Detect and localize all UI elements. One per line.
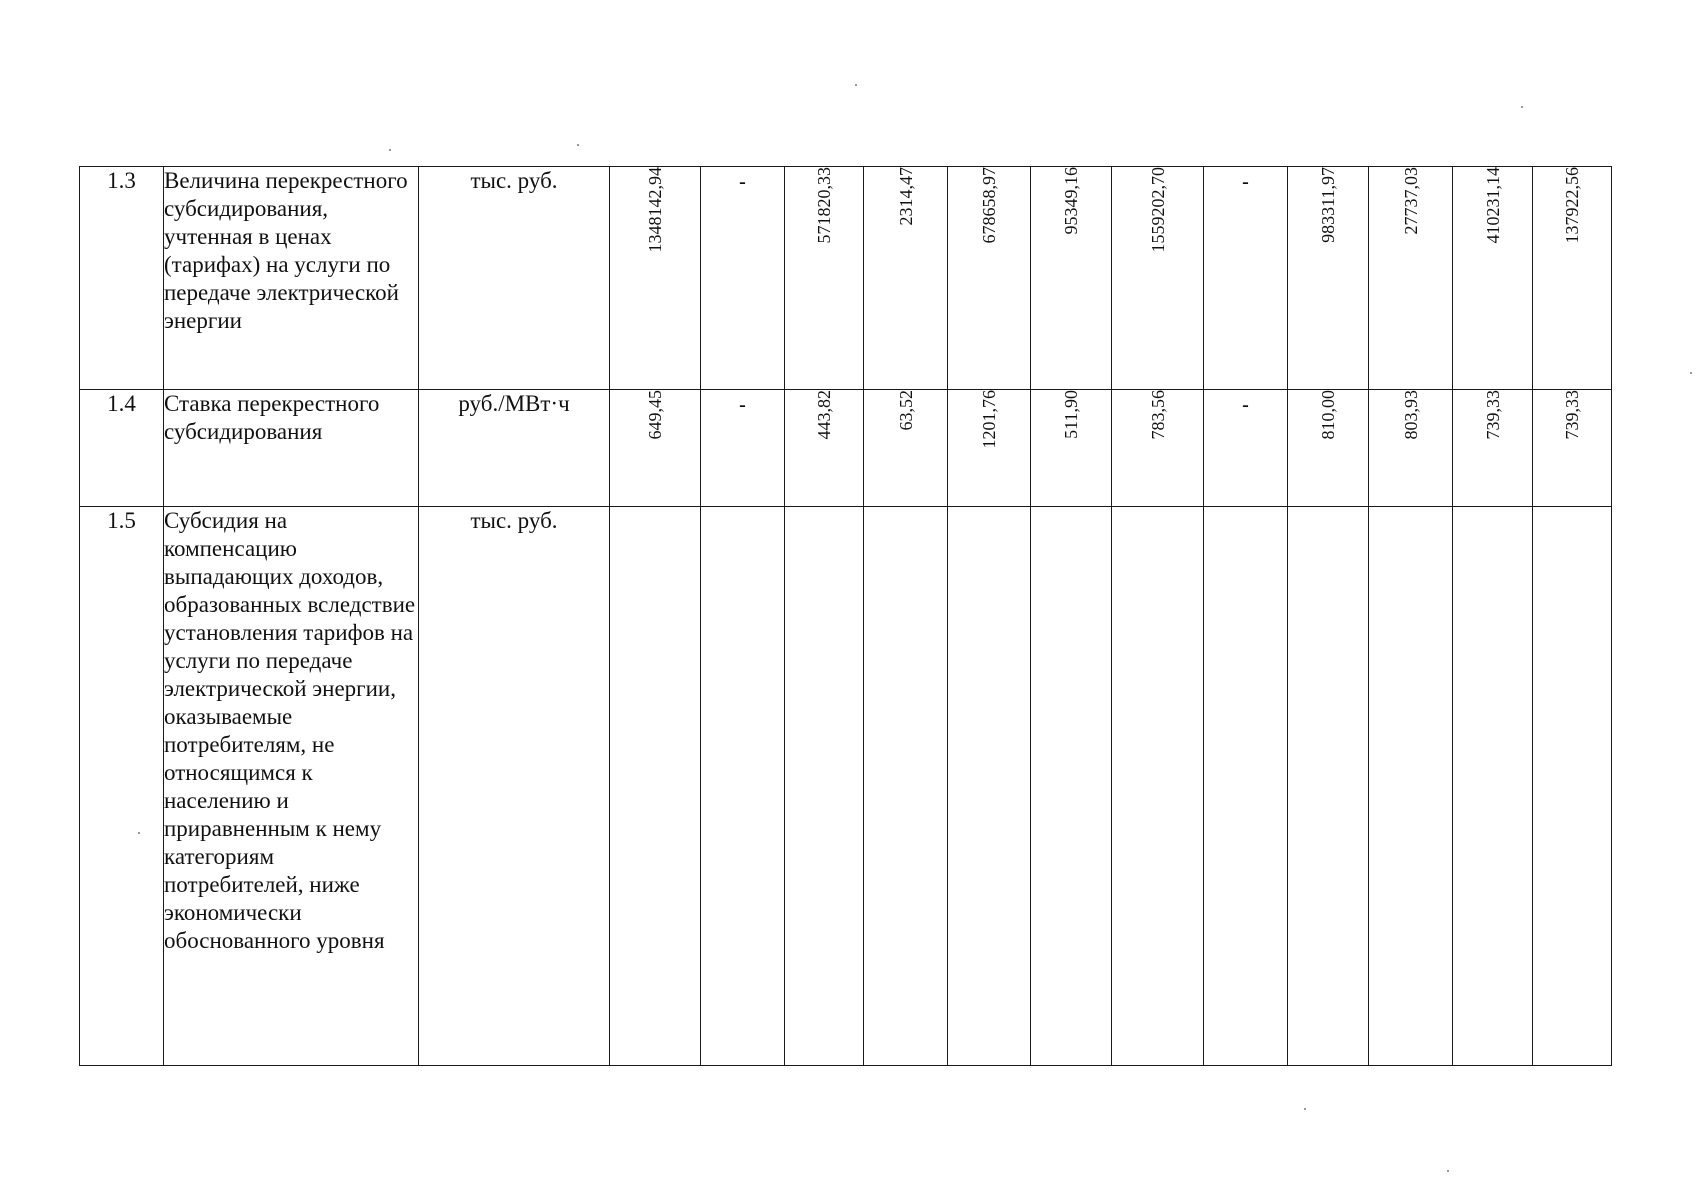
value-text: 27737,03: [1400, 167, 1421, 235]
empty-dash: -: [1242, 394, 1249, 416]
value-cell: [1453, 390, 1533, 507]
scan-speck: [855, 84, 857, 86]
value-cell: [610, 167, 701, 390]
value-cell: [1288, 507, 1369, 1066]
value-cell: [948, 167, 1031, 390]
value-cell: [864, 390, 948, 507]
value-text: 739,33: [1482, 390, 1503, 440]
value-cell: [864, 167, 948, 390]
value-text: 983311,97: [1318, 167, 1338, 243]
value-text: 63,52: [895, 390, 916, 431]
value-cell: [1031, 167, 1112, 390]
table-row: [80, 507, 1612, 1066]
scan-speck: [1447, 1170, 1449, 1172]
scan-speck: [1690, 372, 1692, 374]
row-number: 1.5: [80, 507, 164, 1066]
value-text: 443,82: [814, 390, 834, 440]
tariff-table: [79, 166, 1612, 1066]
indicator-name: Субсидия на компенсацию выпадающих доходов, образованных вследствие установления тарифов на услуги по передаче электрической энергии, оказываемые потребителям, не относящимся к населению и приравненным к нему категориям потребителей, ниже экономически обоснованного уровня: [164, 507, 419, 1066]
value-text: 678658,97: [979, 167, 999, 244]
empty-dash: -: [739, 394, 746, 416]
value-cell: [1204, 167, 1288, 390]
value-cell: [785, 507, 864, 1066]
value-text: 649,45: [645, 390, 665, 440]
value-text: 1201,76: [979, 390, 999, 449]
empty-dash: -: [739, 171, 746, 193]
value-cell: [1453, 507, 1533, 1066]
value-text: 571820,33: [814, 167, 834, 244]
table-row: [80, 390, 1612, 507]
value-cell: [1031, 507, 1112, 1066]
value-cell: [1369, 390, 1453, 507]
value-text: 783,56: [1147, 390, 1168, 440]
scan-speck: [1521, 106, 1523, 108]
value-text: 95349,16: [1061, 167, 1081, 235]
value-text: 803,93: [1400, 390, 1421, 440]
value-cell: [1533, 390, 1612, 507]
value-text: 810,00: [1318, 390, 1338, 440]
value-text: 410231,14: [1482, 167, 1503, 244]
value-cell: [864, 507, 948, 1066]
value-cell: [1112, 390, 1204, 507]
row-number: 1.4: [80, 390, 164, 507]
value-cell: [1112, 167, 1204, 390]
indicator-name: Ставка перекрестного субсидирования: [164, 390, 419, 507]
value-cell: [1288, 390, 1369, 507]
table-row: [80, 167, 1612, 390]
value-text: 511,90: [1061, 390, 1081, 439]
value-cell: [1453, 167, 1533, 390]
scan-speck: [577, 144, 579, 146]
unit-of-measure: руб./МВт·ч: [419, 390, 610, 507]
value-cell: [1369, 167, 1453, 390]
unit-of-measure: тыс. руб.: [419, 167, 610, 390]
value-cell: [701, 167, 785, 390]
value-cell: [785, 167, 864, 390]
value-cell: [785, 390, 864, 507]
value-text: 739,33: [1562, 390, 1582, 440]
value-cell: [1204, 390, 1288, 507]
value-cell: [610, 390, 701, 507]
value-cell: [1533, 167, 1612, 390]
value-text: 1559202,70: [1147, 167, 1168, 253]
value-cell: [1031, 390, 1112, 507]
value-cell: [701, 390, 785, 507]
scan-speck: [389, 149, 391, 151]
value-cell: [1533, 507, 1612, 1066]
value-cell: [1369, 507, 1453, 1066]
value-text: 137922,56: [1562, 167, 1582, 244]
unit-of-measure: тыс. руб.: [419, 507, 610, 1066]
value-text: 2314,47: [895, 167, 916, 226]
indicator-name: Величина перекрестного субсидирования, учтенная в ценах (тарифах) на услуги по передаче электрической энергии: [164, 167, 419, 390]
scan-speck: [138, 832, 140, 834]
value-cell: [948, 390, 1031, 507]
row-number: 1.3: [80, 167, 164, 390]
value-text: 1348142,94: [645, 167, 665, 253]
empty-dash: -: [1242, 171, 1249, 193]
value-cell: [701, 507, 785, 1066]
value-cell: [948, 507, 1031, 1066]
value-cell: [1288, 167, 1369, 390]
value-cell: [1112, 507, 1204, 1066]
value-cell: [1204, 507, 1288, 1066]
scan-speck: [1304, 1108, 1306, 1110]
value-cell: [610, 507, 701, 1066]
